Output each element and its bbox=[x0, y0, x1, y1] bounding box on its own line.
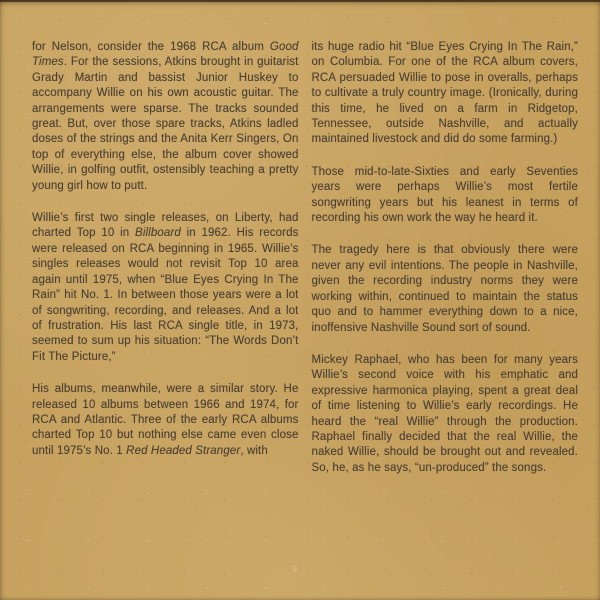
text-segment: Mickey Raphael, who has been for many years Willie’s second voice with his emphatic and expressive harmonica playing, spent a great deal of time listening to Willie’s early recordings. He heard the “real Willie” through the production. Raphael finally decided that the real Willie, the naked Willie, should be brought out and revealed. So, he, as he says, “un-produced” the songs. bbox=[311, 353, 578, 474]
paragraph bbox=[312, 165, 579, 227]
page-number: 9 bbox=[292, 564, 298, 574]
text-segment: its huge radio hit “Blue Eyes Crying In The Rain,” on Columbia. For one of the RCA album covers, RCA persuaded Willie to pose in overalls, perhaps to cultivate a truly country image. (Ironically, during this time, he lived on a farm in Ridgetop, Tennessee, outside Nashville, and actually maintained livestock and did do some farming.) bbox=[311, 41, 578, 146]
paragraph bbox=[312, 40, 579, 148]
text-segment: Willie’s first two single releases, on Liberty, had charted Top 10 in bbox=[32, 212, 299, 240]
paragraph bbox=[32, 40, 299, 194]
paragraph bbox=[312, 353, 579, 476]
text-column-left bbox=[32, 40, 299, 600]
text-segment: . For the sessions, Atkins brought in guitarist Grady Martin and bassist Junior Huskey to accompany Willie on his own acoustic guitar. The arrangements were sparse. The tracks sounded great. But, over those spare tracks, Atkins ladled doses of the strings and the Anita Kerr Singers, On top of everything else, the album cover showed Willie, in golfing outfit, ostensibly teaching a pretty young girl how to putt. bbox=[32, 56, 299, 192]
paragraph bbox=[312, 243, 579, 335]
text-segment: His albums, meanwhile, were a similar story. He released 10 albums between 1966 and 1974, for RCA and Atlantic. Three of the early RCA albums charted Top 10 but nothing else came even close until 1975’s No. 1 bbox=[32, 383, 299, 457]
text-segment: , with bbox=[240, 444, 268, 457]
text-segment: Those mid-to-late-Sixties and early Seventies years were perhaps Willie’s most fertile songwriting years but his leanest in terms of recording his own work the way he heard it. bbox=[311, 165, 578, 225]
italic-title-segment: Red Headed Stranger bbox=[126, 444, 241, 457]
text-segment: The tragedy here is that obviously there were never any evil intentions. The people in Nashville, given the recording industry norms they were working within, continued to maintain the status quo and to hammer everything down to a nice, inoffensive Nashville Sound sort of sound. bbox=[311, 244, 578, 334]
italic-title-segment: Billboard bbox=[135, 227, 181, 240]
italic-title-segment: Good Times bbox=[32, 41, 299, 69]
text-column-right bbox=[312, 40, 579, 600]
paragraph bbox=[32, 382, 299, 459]
text-segment: in 1962. His records were released on RCA beginning in 1965. Willie’s singles releases would not revisit Top 10 area again until 1975, when “Blue Eyes Crying In The Rain” hit No. 1. In between those years were a lot of songwriting, recording, and releases. And a lot of frustration. His last RCA single title, in 1973, seemed to sum up his situation: “The Words Don’t Fit The Picture,” bbox=[32, 227, 299, 363]
text-segment: for Nelson, consider the 1968 RCA album bbox=[32, 41, 270, 53]
paragraph bbox=[32, 211, 299, 365]
